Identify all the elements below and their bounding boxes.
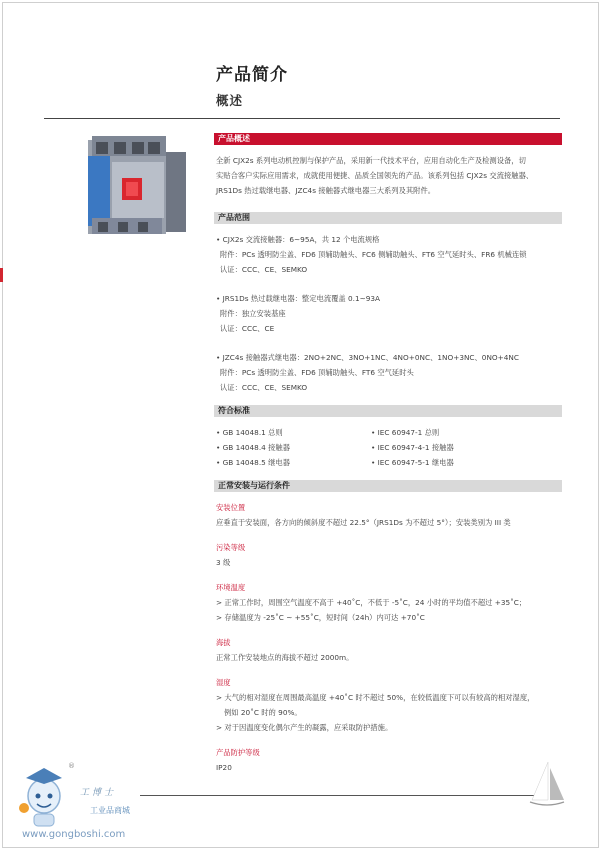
- edge-tab-mark: [0, 268, 3, 282]
- range-heading: 产品范围: [214, 212, 562, 224]
- condition-line: 应垂直于安装面，各方向的倾斜度不超过 22.5°（JRS1Ds 为不超过 5°）；安装类别为 III 类: [216, 518, 511, 527]
- range-item-detail: 认证：CCC、CE、SEMKO: [220, 265, 308, 274]
- range-item-detail: 附件：PCs 透明防尘盖、FD6 顶辅助触头、FT6 空气延时头: [220, 368, 414, 377]
- condition-line: > 正常工作时，周围空气温度不高于 +40˚C，不低于 -5˚C，24 小时的平均值不超过 +35˚C；: [216, 598, 527, 607]
- condition-line: 正常工作安装地点的海拔不超过 2000m。: [216, 653, 354, 662]
- overview-line: 实贴合客户实际应用需求，成就使用便捷、品质全国领先的产品。该系列包括 CJX2s 交流接触器、: [216, 171, 534, 180]
- brand-name: 工博士: [80, 788, 117, 798]
- overview-heading: 产品概述: [214, 133, 562, 145]
- conditions-heading: 正常安装与运行条件: [214, 480, 562, 492]
- page-subtitle: 概述: [216, 93, 244, 108]
- overview-line: 全新 CJX2s 系列电动机控制与保护产品，采用新一代技术平台，应用自动化生产及检测设备，切: [216, 156, 526, 165]
- page-title: 产品简介: [216, 65, 288, 85]
- sail-icon: [528, 760, 566, 808]
- overview-paragraph: [214, 153, 562, 198]
- condition-title: 海拔: [216, 638, 231, 647]
- range-group: [214, 232, 562, 277]
- standard-item: • IEC 60947-5-1 继电器: [371, 458, 454, 467]
- condition-block: [214, 580, 562, 625]
- condition-line: > 大气的相对湿度在周围最高温度 +40˚C 时不超过 50%，在较低温度下可以有较高的相对湿度，: [216, 693, 535, 702]
- range-item: • JZC4s 接触器式继电器：2NO+2NC、3NO+1NC、4NO+0NC、1NO+3NC、0NO+4NC: [216, 353, 519, 362]
- range-item-detail: 附件：独立安装基座: [220, 309, 286, 318]
- standard-item: • GB 14048.5 继电器: [216, 458, 290, 467]
- range-item: • JRS1Ds 热过载继电器：整定电流覆盖 0.1~93A: [216, 294, 381, 303]
- condition-block: [214, 635, 562, 665]
- standard-item: • IEC 60947-1 总则: [371, 428, 440, 437]
- footer-divider: [140, 795, 540, 796]
- overview-line: JRS1Ds 热过载继电器、JZC4s 接触器式继电器三大系列及其附件。: [216, 186, 436, 195]
- contactor-product-image: [82, 130, 194, 242]
- title-divider: [44, 118, 560, 119]
- condition-line: > 存储温度为 -25˚C ~ +55˚C，短时间（24h）内可达 +70˚C: [216, 613, 425, 622]
- condition-block: [214, 675, 562, 735]
- standards-list: [214, 425, 562, 470]
- condition-line: IP20: [216, 763, 232, 772]
- condition-line: > 对于因温度变化偶尔产生的凝露，应采取防护措施。: [216, 723, 393, 732]
- condition-block: [214, 745, 562, 775]
- range-item: • CJX2s 交流接触器：6~95A，共 12 个电流规格: [216, 235, 380, 244]
- page-number: 01: [538, 788, 547, 796]
- condition-block: [214, 540, 562, 570]
- condition-title: 湿度: [216, 678, 231, 687]
- brand-tagline: 工业品商城: [90, 806, 130, 815]
- range-item-detail: 认证：CCC、CE: [220, 324, 275, 333]
- condition-title: 污染等级: [216, 543, 246, 552]
- standards-heading: 符合标准: [214, 405, 562, 417]
- range-group: [214, 350, 562, 395]
- standard-item: • GB 14048.1 总则: [216, 428, 283, 437]
- condition-title: 产品防护等级: [216, 748, 260, 757]
- standard-item: • IEC 60947-4-1 接触器: [371, 443, 454, 452]
- range-item-detail: 认证：CCC、CE、SEMKO: [220, 383, 308, 392]
- condition-line: 例如 20˚C 时的 90%。: [224, 708, 302, 717]
- condition-title: 环境温度: [216, 583, 246, 592]
- content-column: [214, 133, 562, 775]
- range-group: [214, 291, 562, 336]
- standard-item: • GB 14048.4 接触器: [216, 443, 290, 452]
- condition-block: [214, 500, 562, 530]
- condition-title: 安装位置: [216, 503, 246, 512]
- condition-line: 3 级: [216, 558, 231, 567]
- brand-url[interactable]: www.gongboshi.com: [22, 829, 126, 840]
- registered-mark: ®: [68, 762, 75, 770]
- range-item-detail: 附件：PCs 透明防尘盖、FD6 顶辅助触头、FC6 侧辅助触头、FT6 空气延时头、FR6 机械连锁: [220, 250, 527, 259]
